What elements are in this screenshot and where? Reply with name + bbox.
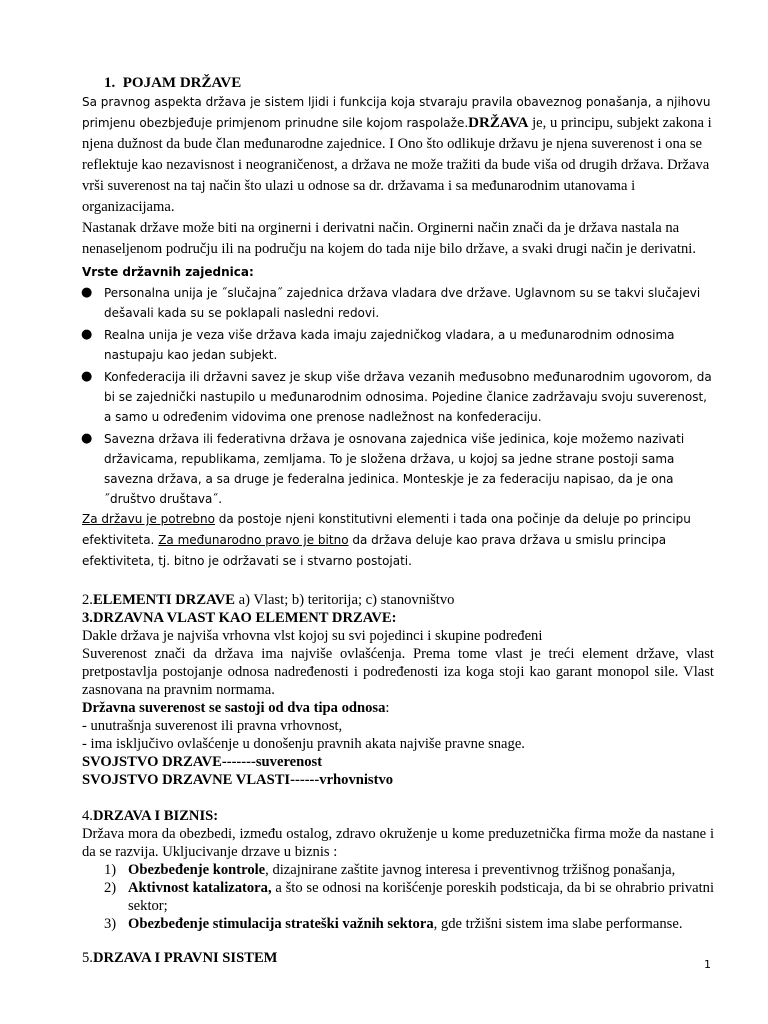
list-item-text: Konfederacija ili državni savez je skup više država vezanih međusobno međunarodnim ugovorom, da bi se zajednički nastupilo u međunarodnim odnosima. Pojedine članice zadržavaju svoju suverenost, a samo u određenim vidovima one prenose nadležnost na konfederaciju. bbox=[104, 370, 712, 425]
section-3-paragraph-1: Dakle država je najviša vrhovna vlst kojoj su svi pojedinci i skupine podređeni bbox=[82, 628, 543, 645]
section-5-heading bbox=[82, 949, 714, 967]
item-text: , dizajnirane zaštite javnog interesa i preventivnog tržišnog ponašanja, bbox=[265, 862, 676, 879]
document-page bbox=[82, 74, 714, 967]
underlined-phrase-1: Za državu je potrebno bbox=[82, 512, 215, 527]
drzava-bold-word: DRŽAVA bbox=[468, 115, 529, 131]
property-line-1-text: SVOJSTVO DRZAVE-------suverenost bbox=[82, 754, 323, 771]
business-involvement-list bbox=[82, 861, 714, 933]
section-4-paragraph: Država mora da obezbedi, između ostalog, zdravo okruženje u kome preduzetnička firma može da nastane i da se razvija. Ukljucivanje drzave u biznis : bbox=[82, 826, 714, 861]
closing-text-1: da postoje njeni konstitutivni elementi i tada ona počinje da deluje po principu efektiviteta. bbox=[82, 512, 691, 548]
sovereignty-colon: : bbox=[385, 700, 390, 717]
section-2-title: ELEMENTI DRZAVE bbox=[92, 592, 236, 609]
section-3-title: 3.DRZAVNA VLAST KAO ELEMENT DRZAVE: bbox=[82, 610, 397, 627]
underlined-phrase-2: Za međunarodno pravo je bitno bbox=[158, 533, 349, 548]
closing-text-2: da država deluje kao prava država u smislu principa efektiviteta, tj. bitno je održavati se i stvarno postojati. bbox=[82, 533, 667, 569]
item-number: 2) bbox=[104, 880, 117, 897]
bullet-icon: ● bbox=[81, 285, 93, 301]
list-item bbox=[82, 367, 714, 427]
bullet-icon: ● bbox=[81, 369, 93, 385]
section-2-heading bbox=[82, 591, 714, 609]
item-number: 3) bbox=[104, 916, 117, 933]
item-bold-text: Obezbeđenje kontrole bbox=[128, 862, 266, 879]
list-item bbox=[82, 915, 714, 933]
bullet-icon: ● bbox=[81, 431, 93, 447]
section-4-heading bbox=[82, 807, 714, 825]
sovereignty-bold-line bbox=[82, 699, 714, 717]
section-1-paragraph-2: Nastanak države može biti na orginerni i derivatni način. Orginerni način znači da je država nastala na nenaseljenom području ili na području na kojem do tada nije bilo države, a svaki drugi način je derivatni. bbox=[82, 220, 696, 258]
state-types-subheading: Vrste državnih zajednica: bbox=[82, 265, 254, 280]
section-4-title: DRZAVA I BIZNIS: bbox=[92, 808, 219, 825]
section-1-heading bbox=[104, 74, 714, 92]
item-bold-text: Aktivnost katalizatora, bbox=[128, 880, 272, 897]
section-1-number: 1. bbox=[104, 75, 116, 91]
list-item bbox=[82, 879, 714, 915]
list-item bbox=[82, 325, 714, 365]
list-item bbox=[82, 283, 714, 323]
item-text: a što se odnosi na korišćenje poreskih podsticaja, da bi se ohrabrio privatni sektor; bbox=[128, 880, 714, 915]
page-number: 1 bbox=[704, 958, 711, 971]
item-number: 1) bbox=[104, 862, 117, 879]
section-3-paragraph-2: Suverenost znači da država ima najviše ovlašćenja. Prema tome vlast je treći element države, vlast pretpostavlja postojanje odnosa nadređenosti i podređenosti iza koga stoji kao garant monopol sile. Vlast zasnovana na pravnim normama. bbox=[82, 646, 714, 699]
section-5-number: 5. bbox=[82, 950, 93, 967]
intro-sans-text: Sa pravnog aspekta država je sistem ljidi i funkcija koja stvaraju pravila obaveznog ponašanja, a njihovu primjenu obezbjeđuje primjenom prinudne sile kojom raspolaže. bbox=[82, 95, 711, 130]
list-item-text: Realna unija je veza više država kada imaju zajedničkog vladara, a u međunarodnim odnosima nastupaju kao jedan subjekt. bbox=[104, 328, 675, 363]
section-1-paragraph-1 bbox=[82, 92, 714, 218]
item-bold-text: Obezbeđenje stimulacija strateški važnih sektora bbox=[128, 916, 434, 933]
sovereignty-bold-text: Državna suverenost se sastoji od dva tipa odnosa bbox=[82, 700, 386, 717]
list-item-text: Personalna unija je ˝slučajna˝ zajednica država vladara dve države. Uglavnom su se takvi slučajevi dešavali kada su se poklapali nasledni redovi. bbox=[104, 286, 701, 321]
intro-serif-text: je, u principu, subjekt zakona i njena dužnost da bude član međunarodne zajednice. I Ono što odlikuje državu je njena suverenost i ona se reflektuje kao nezavisnost i neograničenost, a država ne može tražiti da bude viša od drugih država. Država vrši suverenost na taj način što ulazi u odnose sa dr. državama i sa međunarodnim utanovama i organizacijama. bbox=[82, 115, 712, 215]
property-line-2 bbox=[82, 771, 714, 789]
dash-line-1: - unutrašnja suverenost ili pravna vrhovnost, bbox=[82, 718, 343, 735]
list-item bbox=[82, 429, 714, 509]
dash-line-2: - ima isključivo ovlašćenje u donošenju pravnih akata najviše pravne snage. bbox=[82, 736, 525, 753]
property-line-1 bbox=[82, 753, 714, 771]
list-item bbox=[82, 861, 714, 879]
section-2-text: a) Vlast; b) teritorija; c) stanovništvo bbox=[235, 592, 455, 609]
item-text: , gde tržišni sistem ima slabe performanse. bbox=[433, 916, 683, 933]
section-1-title: POJAM DRŽAVE bbox=[122, 75, 242, 91]
bullet-icon: ● bbox=[81, 327, 93, 343]
list-item-text: Savezna država ili federativna država je osnovana zajednica više jedinica, koje možemo nazivati državicama, republikama, zemljama. To je složena država, u kojoj sa jedne strane postoji sama savezna država, a sa druge je federalna jedinica. Monteskje je za federaciju napisao, da je ona ˝društvo društava˝. bbox=[104, 432, 685, 507]
property-line-2-text: SVOJSTVO DRZAVNE VLASTI------vrhovnistvo bbox=[82, 772, 394, 789]
section-4-number: 4. bbox=[82, 808, 93, 825]
section-2-number: 2. bbox=[82, 592, 93, 609]
section-1-closing-paragraph bbox=[82, 509, 714, 572]
section-5-title: DRZAVA I PRAVNI SISTEM bbox=[92, 950, 278, 967]
section-3-heading bbox=[82, 609, 714, 627]
state-types-list bbox=[82, 283, 714, 509]
